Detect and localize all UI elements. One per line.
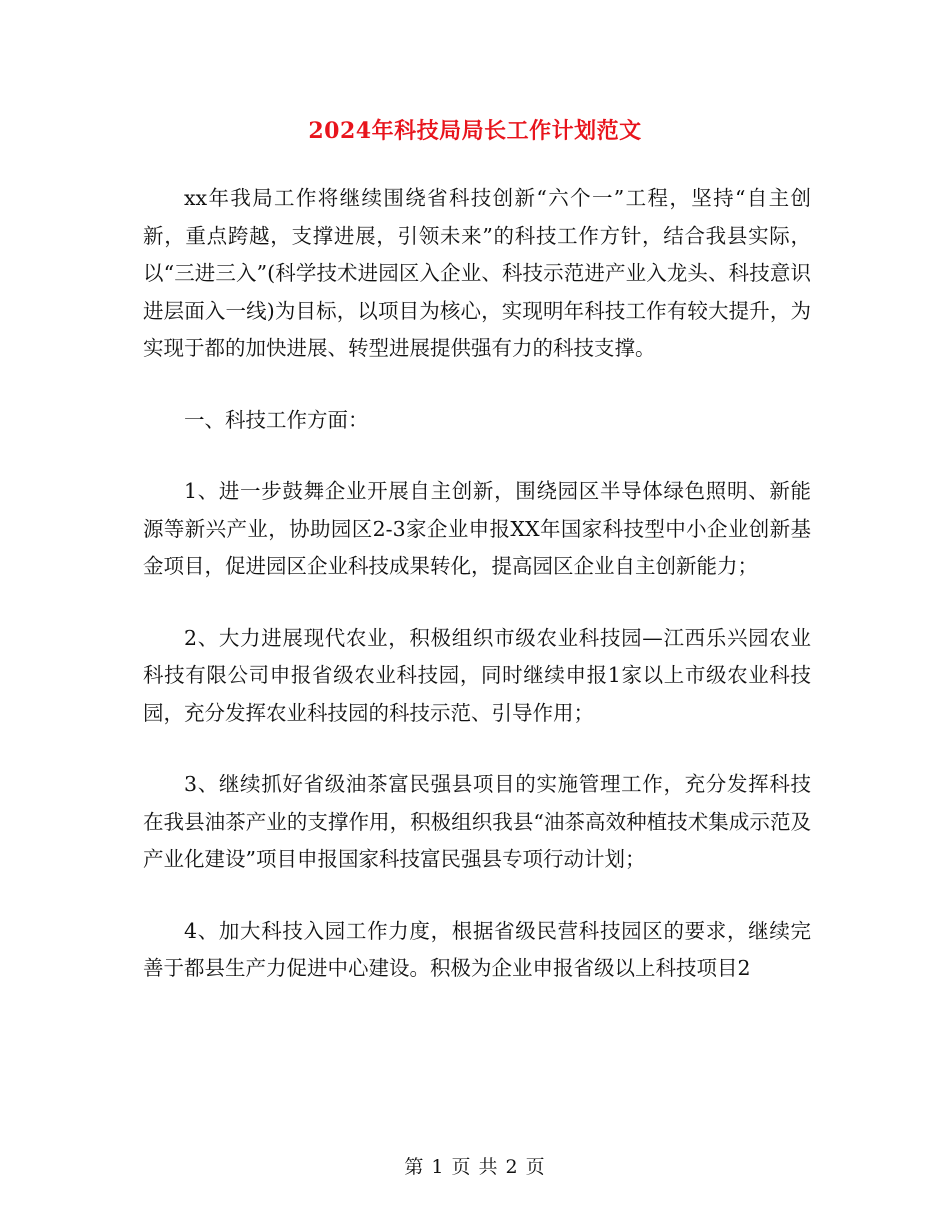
document-title: 2024年科技局局长工作计划范文 [308, 118, 642, 144]
page-number-footer: 第 1 页 共 2 页 [404, 1156, 546, 1178]
item-paragraph-2: 2、大力进展现代农业，积极组织市级农业科技园—江西乐兴园农业科技有限公司申报省级农业科技园，同时继续申报1家以上市级农业科技园，充分发挥农业科技园的科技示范、引导作用； [143, 625, 811, 725]
item-paragraph-4: 4、加大科技入园工作力度，根据省级民营科技园区的要求，继续完善于都县生产力促进中心建设。积极为企业申报省级以上科技项目2 [143, 918, 811, 980]
item-paragraph-3: 3、继续抓好省级油茶富民强县项目的实施管理工作，充分发挥科技在我县油茶产业的支撑作用，积极组织我县“油茶高效种植技术集成示范及产业化建设”项目申报国家科技富民强县专项行动计划； [143, 772, 811, 871]
item-paragraph-1: 1、进一步鼓舞企业开展自主创新，围绕园区半导体绿色照明、新能源等新兴产业，协助园区2-3家企业申报XX年国家科技型中小企业创新基金项目，促进园区企业科技成果转化，提高园区企业自主创新能力； [143, 479, 811, 578]
document-body [143, 180, 811, 1022]
intro-paragraph: xx年我局工作将继续围绕省科技创新“六个一”工程，坚持“自主创新，重点跨越，支撑进展，引领未来”的科技工作方针，结合我县实际，以“三进三入”(科学技术进园区入企业、科技示范进产业入龙头、科技意识进层面入一线)为目标，以项目为核心，实现明年科技工作有较大提升，为实现于都的加快进展、转型进展提供强有力的科技支撑。 [143, 186, 811, 360]
section-heading: 一、科技工作方面： [184, 407, 369, 432]
